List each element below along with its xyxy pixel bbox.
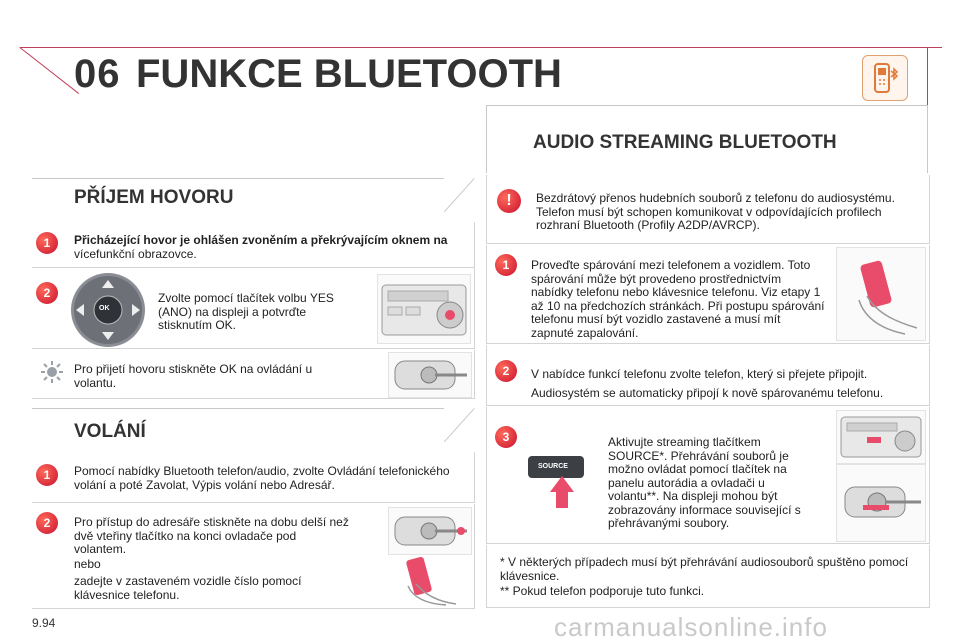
calling-heading-diagonal [444,408,475,442]
phone-hand-image-2 [836,247,926,341]
warning-icon: ! [497,189,521,213]
phone-hand-image-1 [396,556,464,606]
step-badge-2: 2 [36,282,58,304]
source-label: SOURCE [538,463,568,470]
header-diagonal [19,47,79,94]
audio-note-2: ** Pokud telefon podporuje tuto funkci. [500,584,705,598]
incoming-heading: PŘÍJEM HOVORU [74,187,234,208]
audio-step3-text: Aktivujte streaming tlačítkem SOURCE*. Přehrávání souborů je možno ovládat pomocí tlačítek na panelu autorádia a ovladači u volantu**. Na displeji mohou být zobrazovány informace související s přehrávanými soubory. [608,435,801,530]
step-badge-2: 2 [36,512,58,534]
steering-control-image-2 [388,507,472,555]
incoming-heading-rule [32,178,444,179]
step-badge-1: 1 [36,464,58,486]
incoming-step1-bold: Přicházející hovor je ohlášen zvoněním a překrývajícím oknem na [74,233,448,247]
step-badge-3: 3 [495,426,517,448]
incoming-tip-text: Pro přijetí hovoru stiskněte OK na ovládání u volantu. [74,362,313,390]
audio-heading-right-rule [927,105,928,173]
step-badge-2: 2 [495,360,517,382]
audio-heading: AUDIO STREAMING BLUETOOTH [533,132,837,153]
calling-step2-text: Pro přístup do adresáře stiskněte na dobu delší než dvě vteřiny tlačítko na konci ovladače pod volantem. [74,515,349,556]
tip-sun-icon [40,360,64,384]
watermark: carmanualsonline.info [554,612,828,642]
header-rule [20,47,942,48]
incoming-step2-text: Zvolte pomocí tlačítek volbu YES (ANO) na displeji a potvrďte stisknutím OK. [158,291,334,332]
steering-control-image-1 [388,352,472,398]
audio-warning-text: Bezdrátový přenos hudebních souborů z telefonu do audiosystému. Telefon musí být schopen komunikovat v odpovídajících profilech rozhraní Bluetooth (Profily A2DP/AVRCP). [536,191,895,232]
calling-heading: VOLÁNÍ [74,421,146,442]
calling-heading-rule [32,408,444,409]
audio-step2-text: V nabídce funkcí telefonu zvolte telefon, který si přejete připojit. [531,367,868,381]
chapter-number: 06 [74,52,121,96]
ok-label: OK [99,305,110,312]
radio-panel-image [377,274,471,344]
radio-panel-image-2 [836,410,926,464]
audio-heading-left-rule [486,105,487,173]
audio-step1-text: Proveďte spárování mezi telefonem a vozidlem. Toto spárování může být provedeno prostřednictvím nabídky telefonu nebo klávesnice telefonu. Viz etapy 1 až 10 na předchozích stránkách. Při postupu spárování telefonu musí být vozidlo zastavené a musí mít zapnuté zapalování. [531,258,825,340]
steering-control-image-3 [836,464,926,542]
incoming-step1-text: vícefunkční obrazovce. [74,247,197,261]
page-number: 9.94 [32,616,56,630]
step-badge-1: 1 [36,232,58,254]
calling-step1-text: Pomocí nabídky Bluetooth telefon/audio, zvolte Ovládání telefonického volání a poté Zavolat, Výpis volání nebo Adresář. [74,464,450,492]
audio-note-1: * V některých případech musí být přehrávání audiosouborů spuštěno pomocí klávesnice. [500,555,909,583]
source-button-image [522,450,602,510]
incoming-heading-diagonal [444,178,475,212]
audio-step2-text2: Audiosystém se automaticky připojí k nově spárovanému telefonu. [531,386,884,400]
page-title: FUNKCE BLUETOOTH [136,52,562,96]
phone-bluetooth-icon [862,55,908,101]
audio-heading-rule [486,105,928,106]
calling-step2-text2: zadejte v zastaveném vozidle číslo pomocí klávesnice telefonu. [74,574,302,602]
header-vertical-rule [927,47,928,105]
calling-step2-or: nebo [74,557,101,571]
step-badge-1: 1 [495,254,517,276]
